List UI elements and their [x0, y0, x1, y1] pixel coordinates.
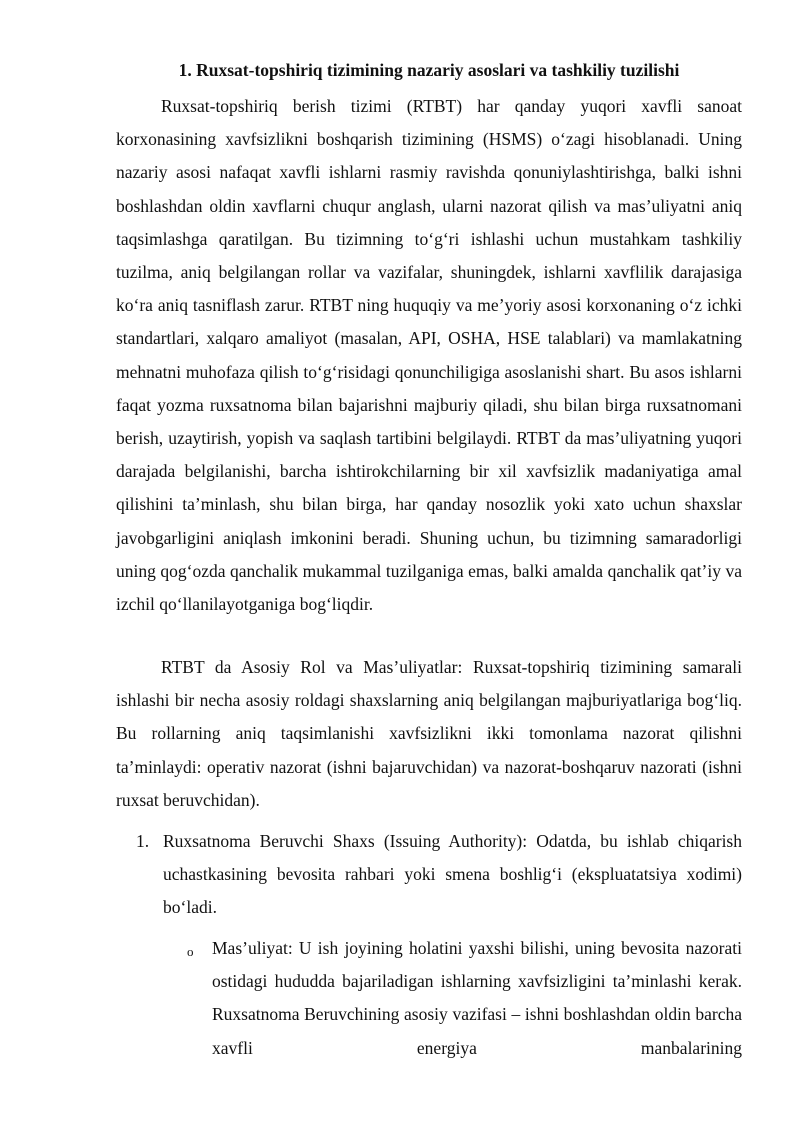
- bullet-marker: o: [187, 944, 194, 959]
- bullet-item-text: Mas’uliyat: U ish joyining holatini yaxshi bilishi, uning bevosita nazorati ostidagi hududda bajariladigan ishlarning xavfsizligini ta’minlashi kerak. Ruxsatnoma Beruvchining asosiy vazifasi – ishni boshlashdan oldin barcha xavfli energiya manbalarining: [212, 938, 742, 1058]
- list-number: 1.: [136, 831, 150, 851]
- paragraph-roles: RTBT da Asosiy Rol va Mas’uliyatlar: Ruxsat-topshiriq tizimining samarali ishlashi bir necha asosiy roldagi shaxslarning aniq belgilangan majburiyatlariga bog‘liq. Bu rollarning aniq taqsimlanishi xavfsizlikni ikki tomonlama nazorat qilishni ta’minlaydi: operativ nazorat (ishni bajaruvchidan) va nazorat-boshqaruv nazorati (ishni ruxsat beruvchidan).: [116, 657, 742, 810]
- list-item-text: Ruxsatnoma Beruvchi Shaxs (Issuing Authority): Odatda, bu ishlab chiqarish uchastkasining bevosita rahbari yoki smena boshlig‘i (ekspluatatsiya xodimi) bo‘ladi.: [163, 831, 742, 918]
- paragraph-intro: Ruxsat-topshiriq berish tizimi (RTBT) har qanday yuqori xavfli sanoat korxonasining xavfsizlikni boshqarish tizimining (HSMS) o‘zagi hisoblanadi. Uning nazariy asosi nafaqat xavfli ishlarni rasmiy ravishda qonuniylashtirishga, balki ishni boshlashdan oldin xavflarni chuqur anglash, ularni nazorat qilish va mas’uliyatni aniq taqsimlashga qaratilgan. Bu tizimning to‘g‘ri ishlashi uchun mustahkam tashkiliy tuzilma, aniq belgilangan rollar va vazifalar, shuningdek, ishlarni xavflilik darajasiga ko‘ra aniq tasniflash zarur. RTBT ning huquqiy va me’yoriy asosi korxonaning o‘z ichki standartlari, xalqaro amaliyot (masalan, API, OSHA, HSE talablari) va mamlakatning mehnatni muhofaza qilish to‘g‘risidagi qonunchiligiga asoslanishi shart. Bu asos ishlarni faqat yozma ruxsatnoma bilan bajarishni majburiy qiladi, shu bilan birga ruxsatnomani berish, uzaytirish, yopish va saqlash tartibini belgilaydi. RTBT da mas’uliyatning yuqori darajada belgilanishi, barcha ishtirokchilarning bir xil xavfsizlik madaniyatiga amal qilishini ta’minlash, shu bilan birga, har qanday nosozlik yoki xato uchun shaxslar javobgarligini aniqlash imkonini beradi. Shuning uchun, bu tizimning samaradorligi uning qog‘ozda qanchalik mukammal tuzilganiga emas, balki amalda qanchalik qat’iy va izchil qo‘llanilayotganiga bog‘liqdir.: [116, 96, 742, 615]
- section-heading: 1. Ruxsat-topshiriq tizimining nazariy asoslari va tashkiliy tuzilishi: [178, 60, 680, 80]
